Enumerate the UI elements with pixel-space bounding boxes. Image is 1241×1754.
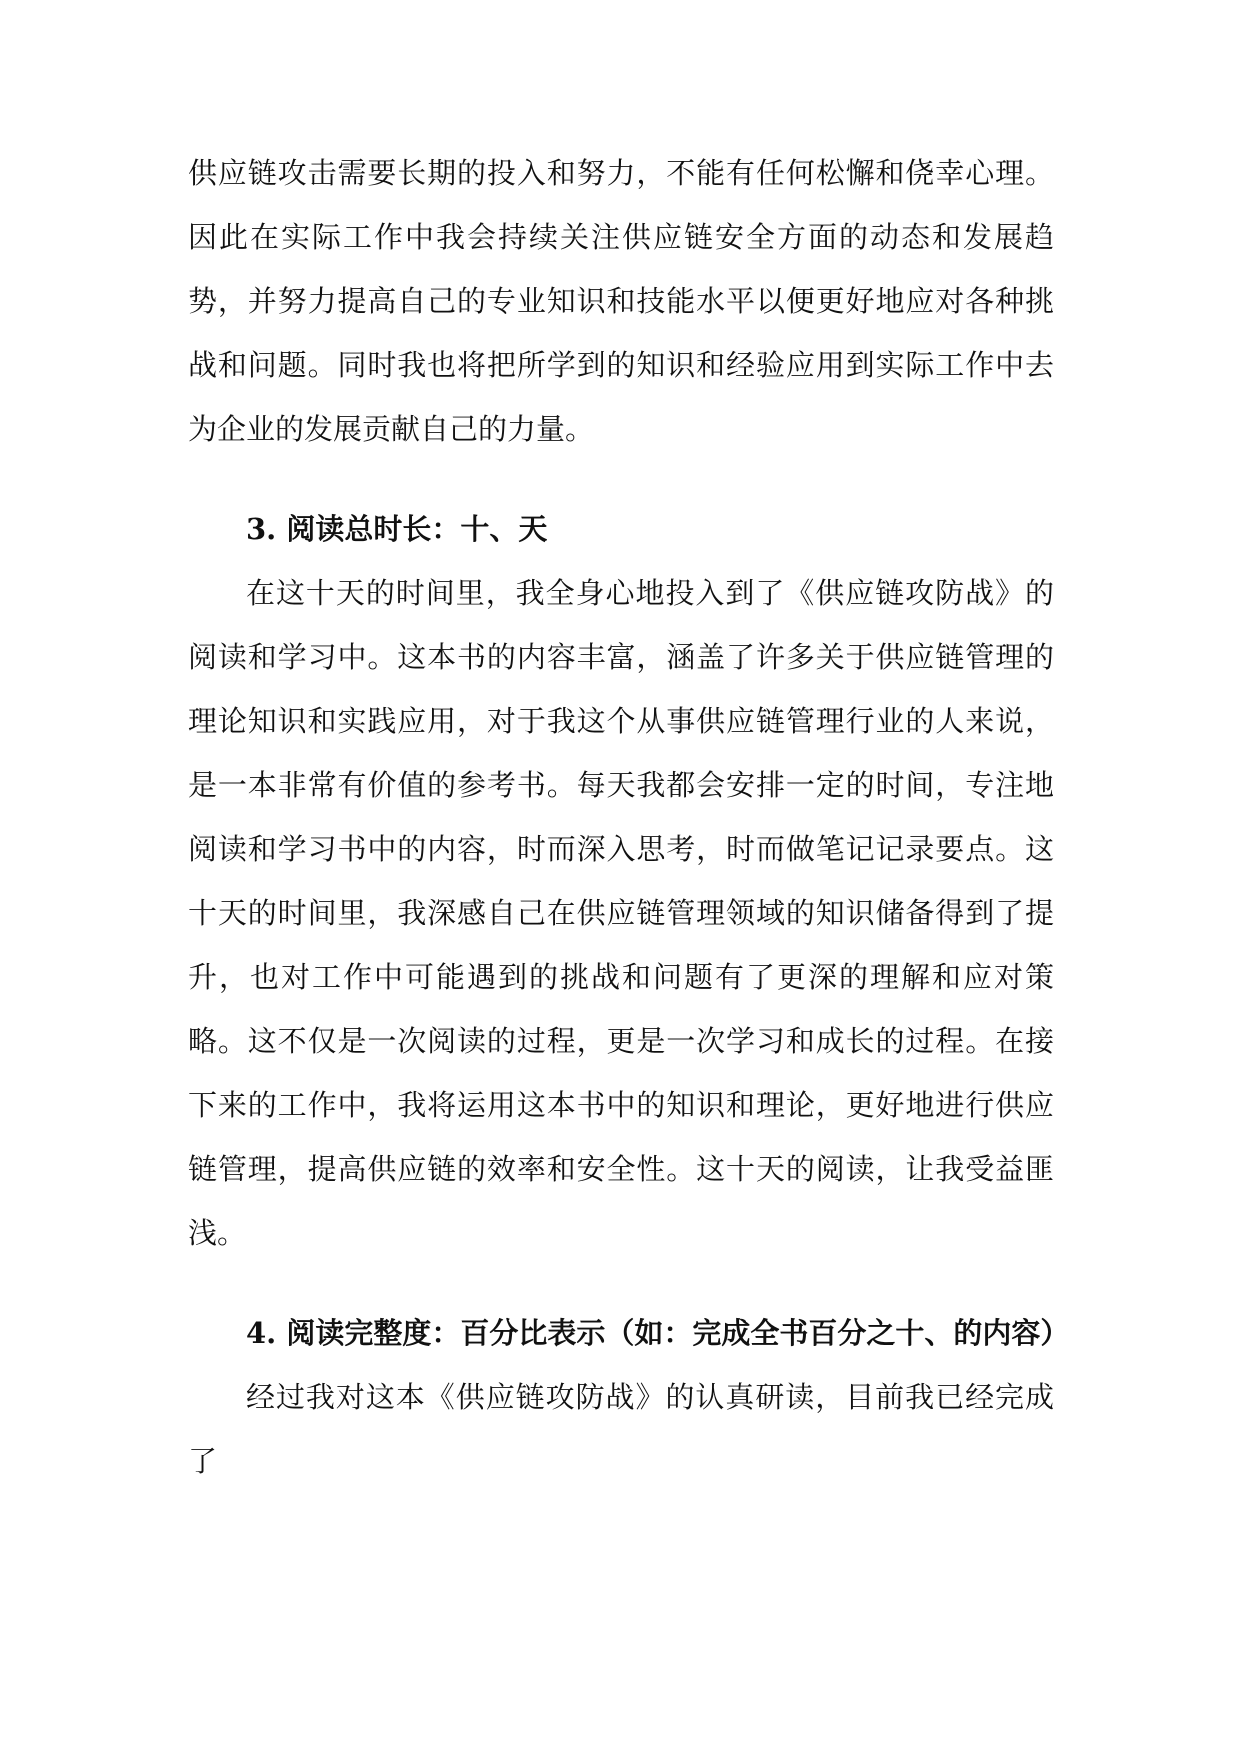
section-heading-reading-duration: 3. 阅读总时长：十、天 bbox=[246, 512, 548, 546]
document-body bbox=[188, 141, 1070, 1493]
section-heading-reading-completeness: 4. 阅读完整度：百分比表示（如：完成全书百分之十、的内容） bbox=[246, 1316, 1070, 1350]
paragraph-continuation: 供应链攻击需要长期的投入和努力，不能有任何松懈和侥幸心理。因此在实际工作中我会持续关注供应链安全方面的动态和发展趋势，并努力提高自己的专业知识和技能水平以便更好地应对各种挑战和问题。同时我也将把所学到的知识和经验应用到实际工作中去为企业的发展贡献自己的力量。 bbox=[188, 156, 1054, 446]
paragraph-reading-duration: 在这十天的时间里，我全身心地投入到了《供应链攻防战》的阅读和学习中。这本书的内容丰富，涵盖了许多关于供应链管理的理论知识和实践应用，对于我这个从事供应链管理行业的人来说，是一本非常有价值的参考书。每天我都会安排一定的时间，专注地阅读和学习书中的内容，时而深入思考，时而做笔记记录要点。这十天的时间里，我深感自己在供应链管理领域的知识储备得到了提升，也对工作中可能遇到的挑战和问题有了更深的理解和应对策略。这不仅是一次阅读的过程，更是一次学习和成长的过程。在接下来的工作中，我将运用这本书中的知识和理论，更好地进行供应链管理，提高供应链的效率和安全性。这十天的阅读，让我受益匪浅。 bbox=[188, 576, 1054, 1250]
paragraph-reading-completeness: 经过我对这本《供应链攻防战》的认真研读，目前我已经完成了 bbox=[188, 1380, 1054, 1478]
